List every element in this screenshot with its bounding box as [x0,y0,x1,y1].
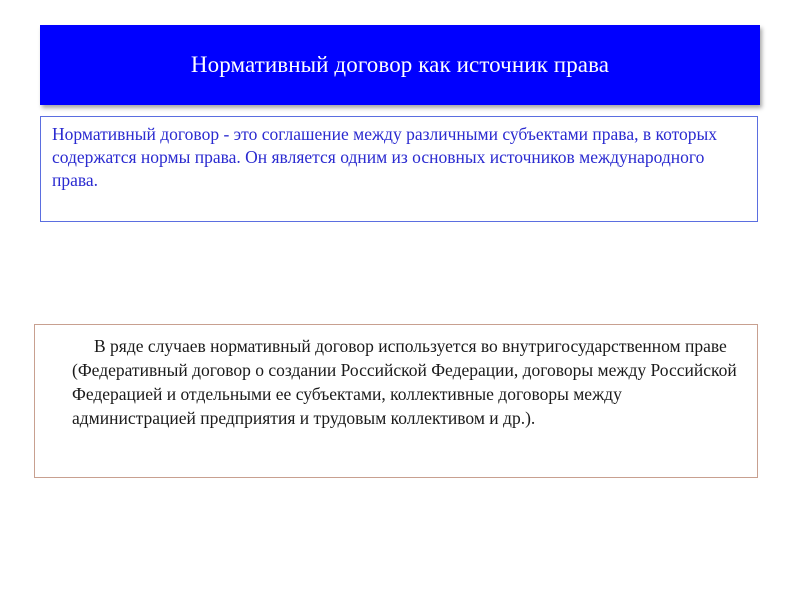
definition-box [40,116,758,222]
example-box [34,324,758,478]
slide-title: Нормативный договор как источник права [190,52,610,77]
definition-text: Нормативный договор - это соглашение между различными субъектами права, в которых содержатся нормы права. Он является одним из основных источников международного права. [52,124,718,190]
example-text: В ряде случаев нормативный договор используется во внутригосударственном праве (Федеративный договор о создании Российской Федерации, договоры между Российской Федерацией и отдельными ее субъектами, коллективные договоры между администрацией предприятия и трудовым коллективом и др.). [72,336,737,428]
title-banner [40,25,760,105]
